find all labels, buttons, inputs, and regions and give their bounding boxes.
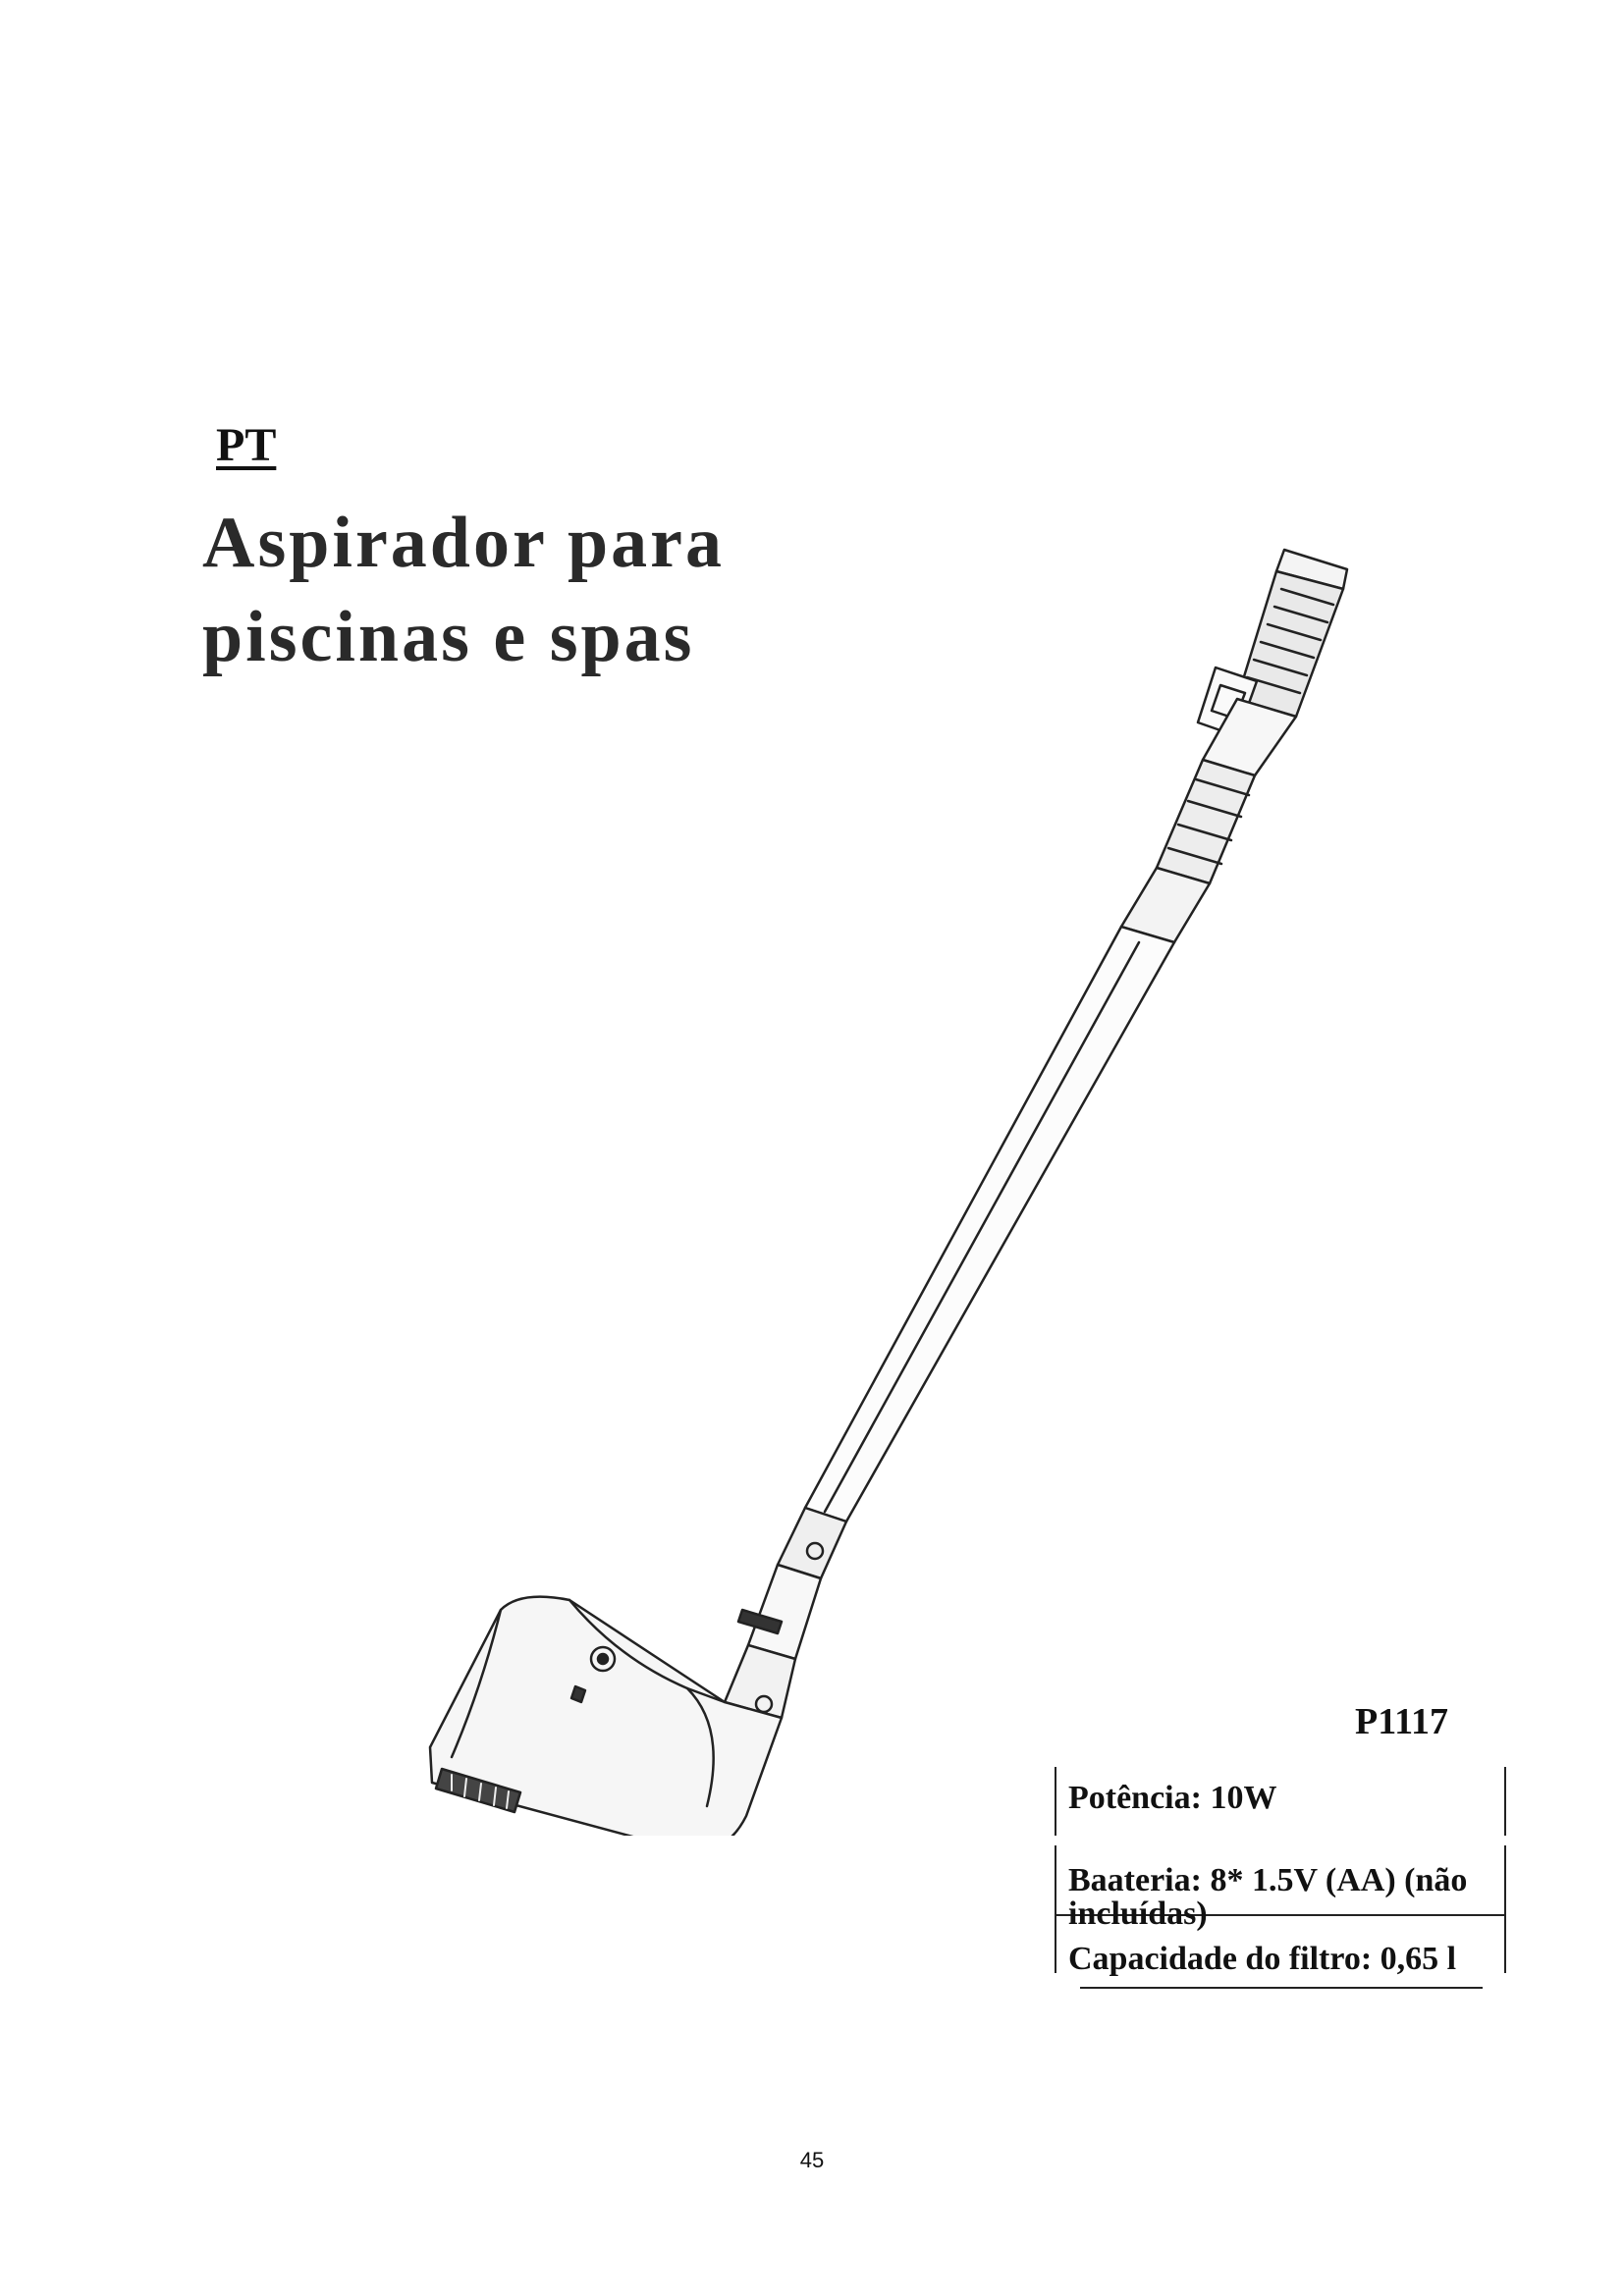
spec-power: Potência: 10W xyxy=(1068,1780,1277,1816)
pool-vacuum-illustration xyxy=(393,530,1375,1836)
spec-filter-capacity: Capacidade do filtro: 0,65 l xyxy=(1068,1941,1457,1977)
page-title: Aspirador para piscinas e spas xyxy=(202,503,725,677)
spec-battery-continuation: incluídas) xyxy=(1068,1896,1208,1932)
model-number: P1117 xyxy=(1355,1701,1449,1742)
spec-battery: Baateria: 8* 1.5V (AA) (não xyxy=(1068,1862,1468,1898)
page-number: 45 xyxy=(799,2148,825,2172)
language-code: PT xyxy=(216,419,277,471)
specs-table xyxy=(1055,1767,1506,1977)
